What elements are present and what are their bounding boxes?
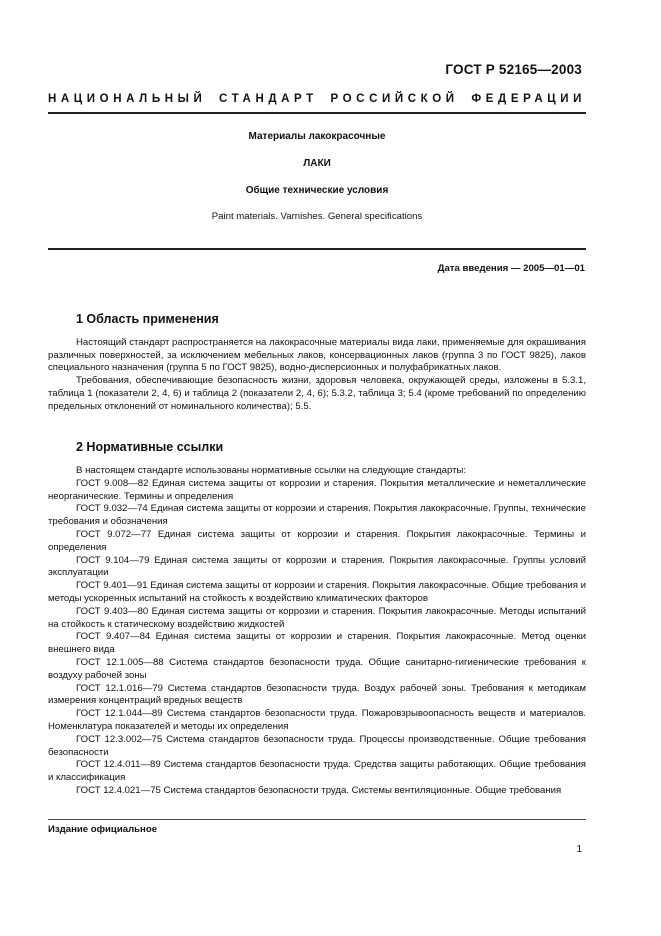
reference-item: ГОСТ 12.4.011—89 Система стандартов безопасности труда. Средства защиты работающих. Общие требования и классификация	[48, 759, 586, 784]
reference-item: ГОСТ 9.032—74 Единая система защиты от коррозии и старения. Покрытия лакокрасочные. Группы, технические требования и обозначения	[48, 503, 586, 528]
reference-item: ГОСТ 12.1.005—88 Система стандартов безопасности труда. Общие санитарно-гигиенические требования к воздуху рабочей зоны	[48, 657, 586, 681]
intro-date: Дата введения — 2005—01—01	[437, 263, 585, 274]
reference-item: ГОСТ 9.008—82 Единая система защиты от коррозии и старения. Покрытия металлические и неметаллические неорганические. Термины и определения	[48, 477, 586, 502]
edition-note: Издание официальное	[48, 824, 158, 835]
paragraph: Настоящий стандарт распространяется на лакокрасочные материалы вида лаки, применяемые для окрашивания различных поверхностей, за исключением мебельных лаков, консервационных лаков (группа 3 по ГОСТ 9825), лаков специального назначения (группа 5 по ГОСТ 9825), водно-дисперсионных и полуфабрикатных лаков.	[48, 337, 586, 374]
document-number: ГОСТ Р 52165—2003	[445, 62, 582, 77]
subject-title: Материалы лакокрасочные	[248, 131, 386, 142]
reference-item: ГОСТ 9.072—77 Единая система защиты от коррозии и старения. Покрытия лакокрасочные. Термины и определения	[48, 529, 586, 553]
section-1-heading: 1 Область применения	[76, 312, 219, 326]
top-rule	[48, 112, 586, 114]
reference-item: ГОСТ 9.403—80 Единая система защиты от коррозии и старения. Покрытия лакокрасочные. Методы испытаний на стойкость к статическому воздействию жидкостей	[48, 605, 586, 630]
reference-item: ГОСТ 9.407—84 Единая система защиты от коррозии и старения. Покрытия лакокрасочные. Метод оценки внешнего вида	[48, 631, 586, 656]
product-title: ЛАКИ	[303, 158, 331, 169]
title-rule	[48, 248, 586, 250]
reference-item: ГОСТ 9.401—91 Единая система защиты от коррозии и старения. Покрытия лакокрасочные. Общие требования и методы ускоренных испытаний на стойкость к воздействию климатических факторов	[48, 580, 586, 604]
section-1-body	[48, 337, 586, 413]
reference-item: ГОСТ 12.1.044—89 Система стандартов безопасности труда. Пожаровзрывоопасность веществ и материалов. Номенклатура показателей и методы их определения	[48, 708, 586, 732]
standard-title: НАЦИОНАЛЬНЫЙ СТАНДАРТ РОССИЙСКОЙ ФЕДЕРАЦИИ	[48, 93, 586, 105]
reference-item: ГОСТ 9.104—79 Единая система защиты от коррозии и старения. Покрытия лакокрасочные. Группы условий эксплуатации	[48, 554, 586, 579]
reference-item: ГОСТ 12.4.021—75 Система стандартов безопасности труда. Системы вентиляционные. Общие требования	[76, 785, 562, 797]
subtitle: Общие технические условия	[245, 185, 389, 196]
reference-item: ГОСТ 12.1.016—79 Система стандартов безопасности труда. Воздух рабочей зоны. Требования к методикам измерения концентраций вредных веществ	[48, 682, 586, 707]
section-2-body	[48, 465, 586, 798]
footer-rule	[48, 819, 586, 820]
reference-item: ГОСТ 12.3.002—75 Система стандартов безопасности труда. Процессы производственные. Общие требования безопасности	[48, 733, 586, 758]
section-2-heading: 2 Нормативные ссылки	[76, 440, 224, 454]
english-title: Paint materials. Varnishes. General specifications	[211, 211, 423, 222]
paragraph: Требования, обеспечивающие безопасность жизни, здоровья человека, окружающей среды, изложены в 5.3.1, таблица 1 (показатели 2, 4, 6) и таблица 2 (показатели 2, 4, 6); 5.3.2, таблица 3; 5.4 (кроме требований по определению предельных отклонений от номинального количества); 5.5.	[48, 375, 586, 412]
paragraph: В настоящем стандарте использованы нормативные ссылки на следующие стандарты:	[76, 465, 467, 476]
page-number: 1	[576, 844, 582, 855]
